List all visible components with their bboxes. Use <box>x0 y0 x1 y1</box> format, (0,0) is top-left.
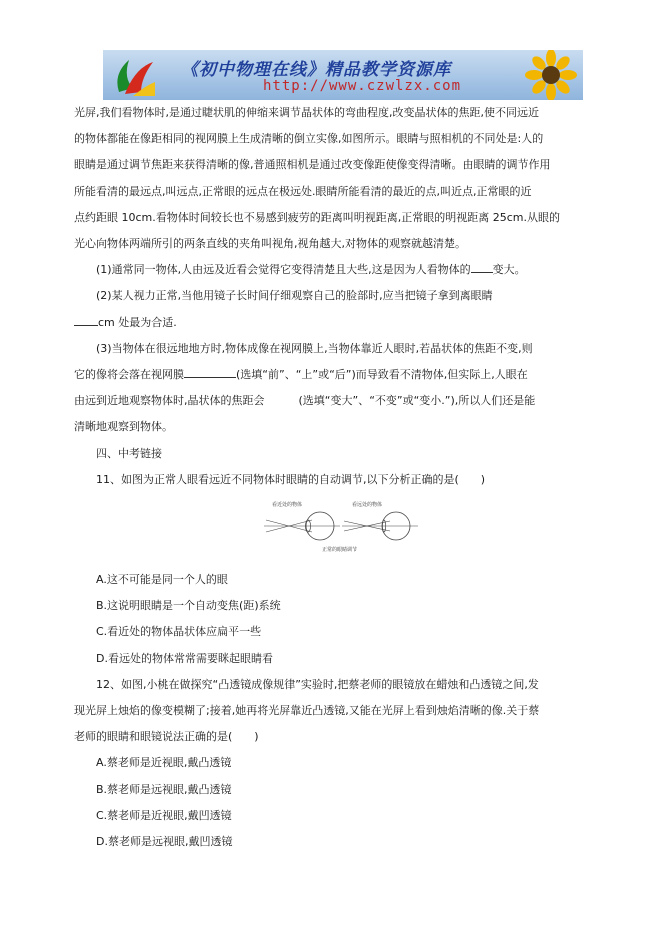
question-1 <box>74 257 584 283</box>
passage-line: 眼睛是通过调节焦距来获得清晰的像,普通照相机是通过改变像距使像变得清晰。由眼睛的调节作用 <box>74 158 551 172</box>
answer-blank[interactable] <box>471 260 493 273</box>
option-a[interactable]: A.蔡老师是近视眼,戴凸透镜 <box>96 756 232 770</box>
option-c[interactable]: C.蔡老师是近视眼,戴凹透镜 <box>96 808 232 822</box>
option-b[interactable]: B.蔡老师是远视眼,戴凸透镜 <box>96 782 232 796</box>
eye-accommodation-figure <box>74 493 584 567</box>
passage-line: 光心向物体两端所引的两条直线的夹角叫视角,视角越大,对物体的观察就越清楚。 <box>74 237 466 251</box>
question-3-text: 由远到近地观察物体时,晶状体的焦距会 <box>74 394 265 408</box>
figure-caption: 正常的眼睛调节 <box>322 547 358 554</box>
question-12-stem: 12、如图,小桃在做探究“凸透镜成像规律”实验时,把蔡老师的眼镜放在蜡烛和凸透镜之间,发 <box>96 677 539 691</box>
option-d[interactable]: D.看远处的物体常常需要眯起眼睛看 <box>96 651 273 665</box>
option-b[interactable]: B.这说明眼睛是一个自动变焦(距)系统 <box>96 599 281 613</box>
question-3-line2 <box>74 362 584 388</box>
question-3-line3 <box>74 388 584 414</box>
passage-line: 所能看清的最远点,叫远点,正常眼的远点在极远处.眼睛所能看清的最近的点,叫近点,正常眼的近 <box>74 184 532 198</box>
option-a[interactable]: A.这不可能是同一个人的眼 <box>96 573 228 587</box>
document-body <box>74 100 584 855</box>
sunflower-icon <box>519 50 579 100</box>
question-12-line2: 现光屏上烛焰的像变模糊了;接着,她再将光屏靠近凸透镜,又能在光屏上看到烛焰清晰的像.关于蔡 <box>74 704 540 718</box>
question-12-line3: 老师的眼睛和眼镜说法正确的是( ) <box>74 730 259 744</box>
question-2: (2)某人视力正常,当他用镜子长时间仔细观察自己的脸部时,应当把镜子拿到离眼睛 <box>96 289 493 303</box>
passage-line: 的物体都能在像距相同的视网膜上生成清晰的倒立实像,如图所示。眼睛与照相机的不同处是:人的 <box>74 132 544 146</box>
question-11-stem: 11、如图为正常人眼看远近不同物体时眼睛的自动调节,以下分析正确的是( ) <box>96 472 486 486</box>
passage-line: 光屏,我们看物体时,是通过睫状肌的伸缩来调节晶状体的弯曲程度,改变晶状体的焦距,使不同远近 <box>74 106 539 119</box>
figure-label-near: 看近处的物体 <box>272 502 303 509</box>
question-2-suffix: cm 处最为合适. <box>98 315 177 329</box>
figure-label-far: 看远处的物体 <box>352 502 383 509</box>
question-3: (3)当物体在很远地地方时,物体成像在视网膜上,当物体靠近人眼时,若晶状体的焦距不变,则 <box>96 341 533 355</box>
question-1-suffix: 变大。 <box>492 263 526 277</box>
question-1-text: (1)通常同一物体,人由远及近看会觉得它变得清楚且大些,这是因为人看物体的 <box>96 263 471 277</box>
site-title: 《初中物理在线》精品教学资源库 <box>181 60 451 80</box>
answer-blank[interactable] <box>184 365 236 378</box>
header-banner <box>103 50 583 100</box>
option-d[interactable]: D.蔡老师是远视眼,戴凹透镜 <box>96 835 233 849</box>
answer-blank[interactable] <box>74 313 98 326</box>
question-2-line2 <box>74 310 584 336</box>
question-3-text: (选填“变大”、“不变”或“变小.”),所以人们还是能 <box>298 394 536 408</box>
site-url[interactable]: http://www.czwlzx.com <box>263 78 462 94</box>
site-logo-icon <box>111 52 157 98</box>
passage-line: 点约距眼 10cm.看物体时间较长也不易感到疲劳的距离叫明视距离,正常眼的明视距离 25cm.从眼的 <box>74 210 561 224</box>
question-3-text: (选填“前”、“上”或“后”)而导致看不清物体,但实际上,人眼在 <box>236 368 528 382</box>
section-heading: 四、中考链接 <box>96 446 162 460</box>
option-c[interactable]: C.看近处的物体晶状体应扁平一些 <box>96 625 262 639</box>
question-3-text: 它的像将会落在视网膜 <box>74 368 184 382</box>
question-3-line4: 清晰地观察到物体。 <box>74 420 173 434</box>
